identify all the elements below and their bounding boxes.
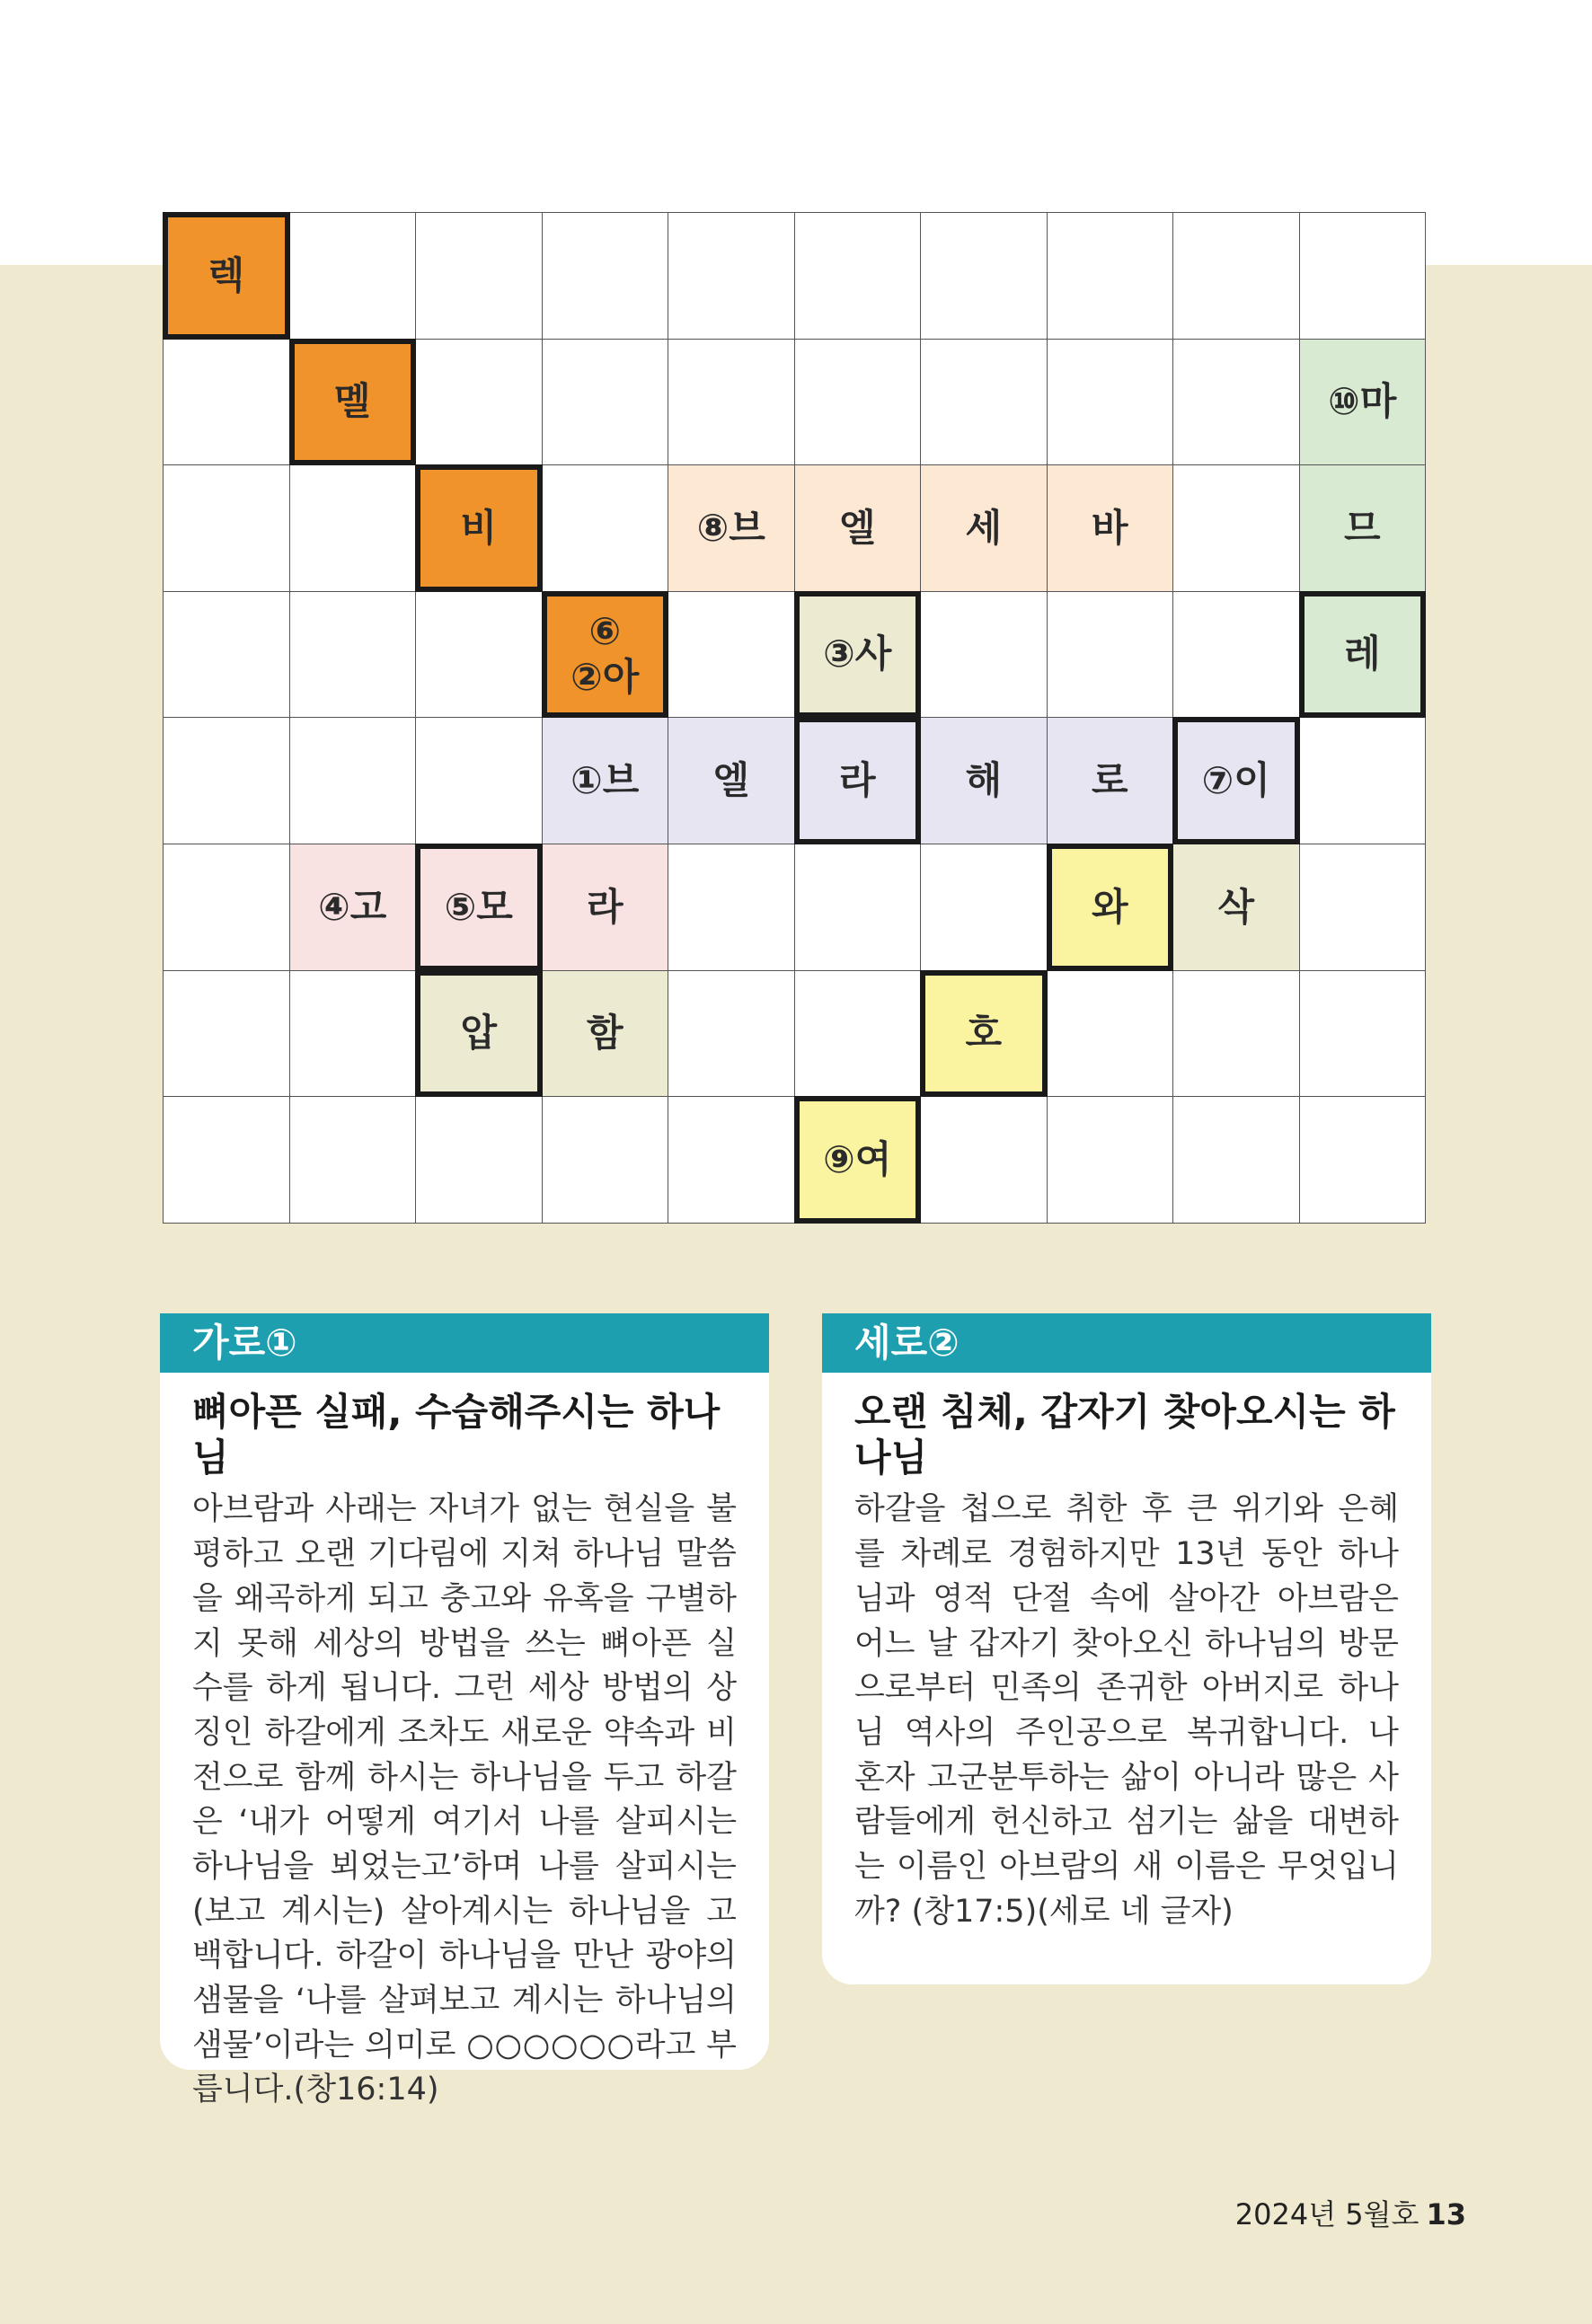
grid-cell-empty (542, 212, 669, 340)
grid-cell-empty (163, 970, 290, 1098)
cell-letter: 호 (965, 1011, 1003, 1056)
grid-cell-empty (920, 591, 1048, 719)
grid-cell-empty (289, 591, 417, 719)
grid-cell-filled (1047, 464, 1174, 592)
grid-cell-empty (415, 591, 543, 719)
grid-cell-empty (542, 1096, 669, 1224)
grid-cell-filled (542, 844, 669, 971)
grid-cell-empty (1299, 844, 1427, 971)
cell-letter: ⑨여 (823, 1136, 892, 1181)
grid-cell-empty (415, 1096, 543, 1224)
cell-letter: 므 (1343, 505, 1381, 550)
cell-letter: 멜 (333, 379, 371, 424)
grid-cell-empty (1047, 591, 1174, 719)
grid-cell-filled (542, 970, 669, 1098)
grid-cell-empty (668, 970, 795, 1098)
crossword-grid (163, 212, 1425, 1223)
grid-cell-empty (163, 717, 290, 844)
grid-cell-empty (542, 464, 669, 592)
grid-cell-empty (415, 717, 543, 844)
cell-letter: 라 (838, 757, 876, 802)
clue-panel-across-1 (160, 1313, 769, 2108)
grid-cell-filled (163, 212, 290, 340)
cell-letter: 비 (460, 505, 498, 550)
grid-cell-empty (1047, 212, 1174, 340)
clue-tag: 가로① (160, 1313, 769, 1373)
grid-cell-filled (668, 464, 795, 592)
grid-cell-empty (1047, 970, 1174, 1098)
cell-letter: 와 (1091, 884, 1128, 929)
grid-cell-empty (668, 591, 795, 719)
cell-letter: ⑤모 (444, 884, 513, 929)
grid-cell-filled (542, 591, 669, 719)
cell-letter: ⑥ (588, 609, 622, 654)
cell-letter: 레 (1343, 632, 1381, 676)
grid-cell-empty (1047, 339, 1174, 466)
clue-body: 아브람과 사래는 자녀가 없는 현실을 불평하고 오랜 기다림에 지쳐 하나님 말씀을 왜곡하게 되고 충고와 유혹을 구별하지 못해 세상의 방법을 쓰는 뼈아픈 실수를 하게 됩니다. 그런 세상 방법의 상징인 하갈에게 조차도 새로운 약속과 비전으로 함께 하시는 하나님을 두고 하갈은 ‘내가 어떻게 여기서 나를 살피시는 하나님을 뵈었는고’하며 나를 살피시는(보고 계시는) 살아계시는 하나님을 고백합니다. 하갈이 하나님을 만난 광야의 샘물을 ‘나를 살펴보고 계시는 하나님의 샘물’이라는 의미로 ○○○○○○라고 부릅니다.(창16:14) (192, 1491, 737, 2108)
grid-cell-filled (1172, 844, 1300, 971)
grid-cell-filled (794, 1096, 922, 1224)
grid-cell-filled (1299, 591, 1427, 719)
grid-cell-empty (415, 212, 543, 340)
grid-cell-empty (289, 212, 417, 340)
cell-letter: 엘 (712, 757, 750, 802)
clue-title: 오랜 침체, 갑자기 찾아오시는 하나님 (854, 1390, 1395, 1480)
grid-cell-filled (542, 717, 669, 844)
grid-cell-empty (289, 970, 417, 1098)
grid-cell-filled (415, 970, 543, 1098)
grid-cell-filled (415, 464, 543, 592)
cell-letter: 압 (460, 1011, 498, 1056)
grid-cell-filled (1047, 844, 1174, 971)
page-footer (1235, 2192, 1466, 2233)
cell-letter: 바 (1091, 505, 1128, 550)
grid-cell-filled (1299, 339, 1427, 466)
grid-cell-filled (1172, 717, 1300, 844)
grid-cell-empty (668, 212, 795, 340)
grid-cell-filled (794, 591, 922, 719)
grid-cell-filled (415, 844, 543, 971)
grid-cell-empty (668, 339, 795, 466)
grid-cell-empty (1172, 1096, 1300, 1224)
grid-cell-filled (920, 717, 1048, 844)
grid-cell-empty (1299, 717, 1427, 844)
grid-cell-empty (668, 844, 795, 971)
grid-cell-empty (920, 339, 1048, 466)
grid-cell-filled (920, 464, 1048, 592)
grid-cell-empty (1172, 970, 1300, 1098)
grid-cell-empty (289, 1096, 417, 1224)
grid-cell-empty (920, 844, 1048, 971)
grid-cell-empty (920, 1096, 1048, 1224)
cell-letter: ⑩마 (1328, 379, 1397, 424)
grid-cell-empty (1299, 212, 1427, 340)
grid-cell-filled (1047, 717, 1174, 844)
grid-cell-empty (1172, 591, 1300, 719)
cell-letter: 로 (1091, 757, 1128, 802)
grid-cell-filled (794, 717, 922, 844)
cell-letter: 라 (586, 884, 624, 929)
clue-body: 하갈을 첩으로 취한 후 큰 위기와 은혜를 차례로 경험하지만 13년 동안 하나님과 영적 단절 속에 살아간 아브람은 어느 날 갑자기 찾아오신 하나님의 방문으로부터 민족의 존귀한 아버지로 하나님 역사의 주인공으로 복귀합니다. 나 혼자 고군분투하는 삶이 아니라 많은 사람들에게 헌신하고 섬기는 삶을 대변하는 이름인 아브람의 새 이름은 무엇입니까? (창17:5)(세로 네 글자) (854, 1491, 1399, 1930)
issue-label: 2024년 5월호 (1234, 2197, 1420, 2231)
grid-cell-filled (920, 970, 1048, 1098)
grid-cell-empty (163, 844, 290, 971)
cell-letter: 함 (586, 1011, 624, 1056)
grid-cell-empty (794, 970, 922, 1098)
grid-cell-empty (1172, 339, 1300, 466)
cell-letter: ③사 (823, 632, 892, 676)
grid-cell-empty (668, 1096, 795, 1224)
cell-letter: 렉 (208, 252, 245, 297)
cell-letter-secondary: ②아 (570, 654, 640, 699)
grid-cell-empty (163, 339, 290, 466)
grid-cell-empty (163, 1096, 290, 1224)
grid-cell-empty (794, 339, 922, 466)
grid-cell-empty (289, 717, 417, 844)
cell-letter: ⑦이 (1201, 757, 1270, 802)
grid-cell-filled (1299, 464, 1427, 592)
clue-tag: 세로② (822, 1313, 1431, 1373)
grid-cell-empty (794, 844, 922, 971)
grid-cell-empty (415, 339, 543, 466)
grid-cell-empty (163, 464, 290, 592)
clue-title: 뼈아픈 실패, 수습해주시는 하나님 (192, 1390, 721, 1480)
grid-cell-empty (1172, 464, 1300, 592)
grid-cell-empty (289, 464, 417, 592)
grid-cell-empty (1299, 1096, 1427, 1224)
grid-cell-empty (1172, 212, 1300, 340)
page-number: 13 (1426, 2197, 1466, 2231)
grid-cell-filled (794, 464, 922, 592)
grid-cell-empty (1299, 970, 1427, 1098)
grid-cell-empty (920, 212, 1048, 340)
clue-panel-down-2 (822, 1313, 1431, 1984)
grid-cell-filled (289, 339, 417, 466)
cell-letter: 세 (965, 505, 1003, 550)
cell-letter: ①브 (570, 757, 640, 802)
cell-letter: ④고 (318, 884, 387, 929)
cell-letter: 해 (965, 757, 1003, 802)
cell-letter: 엘 (838, 505, 876, 550)
grid-cell-empty (1047, 1096, 1174, 1224)
grid-cell-empty (794, 212, 922, 340)
grid-cell-filled (668, 717, 795, 844)
grid-cell-empty (163, 591, 290, 719)
grid-cell-empty (542, 339, 669, 466)
cell-letter: ⑧브 (696, 505, 765, 550)
cell-letter: 삭 (1217, 884, 1255, 929)
grid-cell-filled (289, 844, 417, 971)
